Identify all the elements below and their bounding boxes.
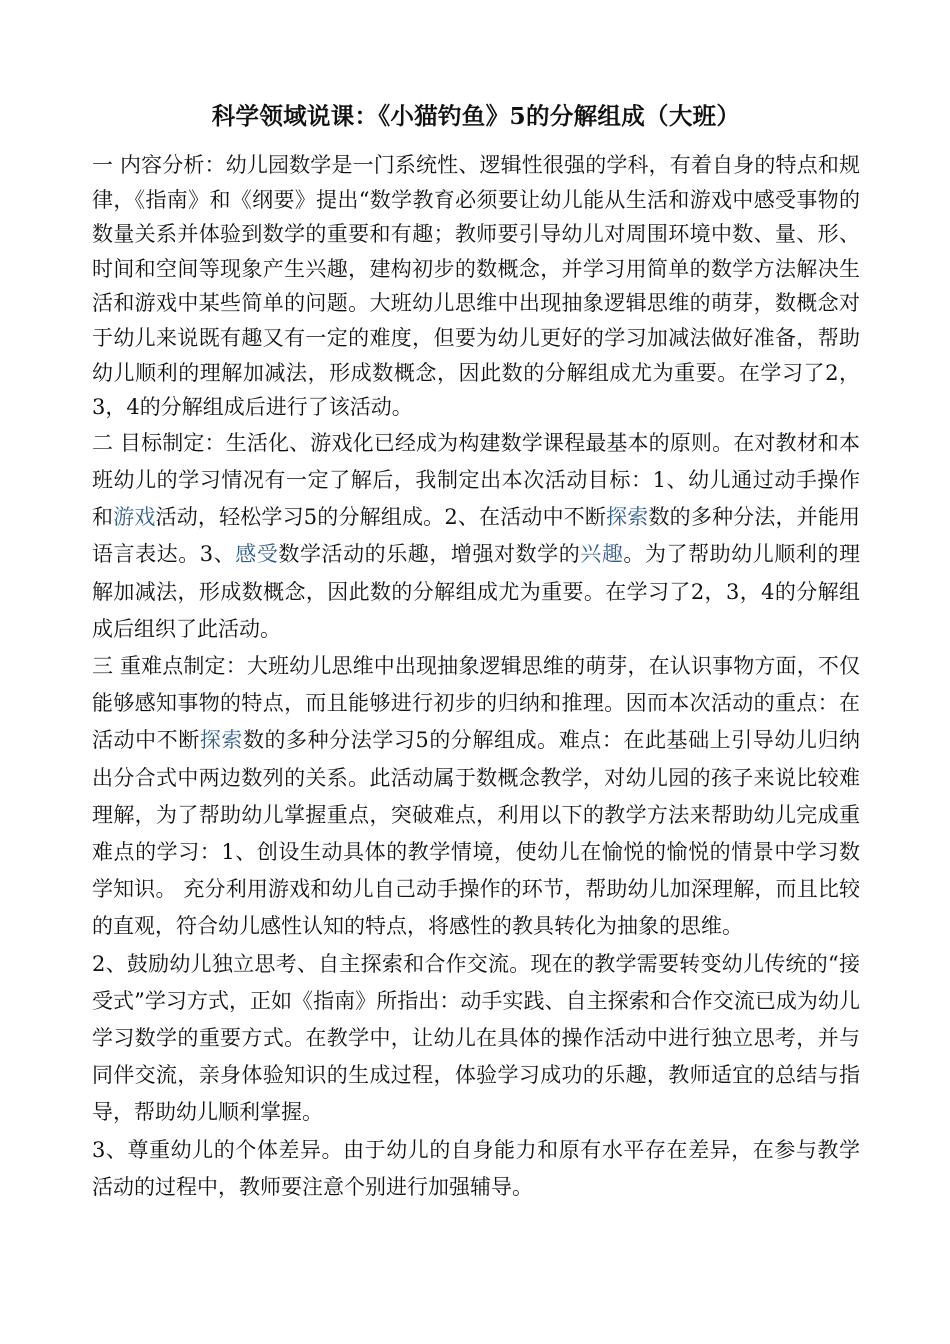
link-youxi[interactable]: 游戏 [113,505,156,530]
goal-text-4: 数学活动的乐趣，增强对数学的 [278,542,581,567]
link-tansuo[interactable]: 探索 [606,505,649,530]
keypoint-text-1: 三 重难点制定：大班幼儿思维中出现抽象逻辑思维的萌芽，在认识事物方面，不仅能够感知事物的特点，而且能够进行初步的归纳和推理。因而本次活动的重点：在活动中不断 [92,653,860,753]
section-method-3: 3、尊重幼儿的个体差异。由于幼儿的自身能力和原有水平存在差异，在参与教学活动的过程中，教师要注意个别进行加强辅导。 [92,1137,860,1199]
keypoint-text-2: 数的多种分法学习5的分解组成。难点：在此基础上引导幼儿归纳出分合式中两边数列的关系。此活动属于数概念教学，对幼儿园的孩子来说比较难理解，为了帮助幼儿掌握重点，突破难点，利用以下的教学方法来帮助幼儿完成重难点的学习：1、创设生动具体的教学情境，使幼儿在愉悦的愉悦的情景中学习数学知识。 充分利用游戏和幼儿自己动手操作的环节，帮助幼儿加深理解，而且比较的直观，符合幼儿感性认知的特点，将感性的教具转化为抽象的思维。 [92,728,861,939]
goal-text-5: 。为了帮助幼儿顺利的理解加减法，形成数概念，因此数的分解组成尤为重要。在学习了2，3，4的分解组成后组织了此活动。 [92,542,861,641]
section-content-analysis: 一 内容分析：幼儿园数学是一门系统性、逻辑性很强的学科，有着自身的特点和规律，《指南》和《纲要》提出“数学教育必须要让幼儿能从生活和游戏中感受事物的数量关系并体验到数学的重要和有趣；教师要引导幼儿对周围环境中数、量、形、时间和空间等现象产生兴趣，建构初步的数概念，并学习用简单的数学方法解决生活和游戏中某些简单的问题。大班幼儿思维中出现抽象逻辑思维的萌芽，数概念对于幼儿来说既有趣又有一定的难度，但要为幼儿更好的学习加减法做好准备，帮助幼儿顺利的理解加减法，形成数概念，因此数的分解组成尤为重要。在学习了2，3，4的分解组成后进行了该活动。 [92,153,860,420]
link-tansuo-2[interactable]: 探索 [199,728,243,753]
document-page [92,96,860,1206]
link-ganshou[interactable]: 感受 [235,542,279,567]
section-goal-setting [92,425,860,648]
goal-text-3: 数的多种分法，并能用语言表达。3、 [92,505,861,567]
section-method-2: 2、鼓励幼儿独立思考、自主探索和合作交流。现在的教学需要转变幼儿传统的“接受式”学习方式，正如《指南》所指出：动手实践、自主探索和合作交流已成为幼儿学习数学的重要方式。在教学中，让幼儿在具体的操作活动中进行独立思考，并与同伴交流，亲身体验知识的生成过程，体验学习成功的乐趣，教师适宜的总结与指导，帮助幼儿顺利掌握。 [92,951,860,1125]
section-key-points [92,648,860,946]
link-xingqu[interactable]: 兴趣 [580,542,624,567]
document-title: 科学领域说课：《小猫钓鱼》5的分解组成（大班） [211,102,741,130]
goal-text-1: 二 目标制定：生活化、游戏化已经成为构建数学课程最基本的原则。在对教材和本班幼儿的学习情况有一定了解后，我制定出本次活动目标：1、幼儿通过动手操作和 [92,430,860,530]
goal-text-2: 活动，轻松学习5的分解组成。2、在活动中不断 [155,505,607,530]
